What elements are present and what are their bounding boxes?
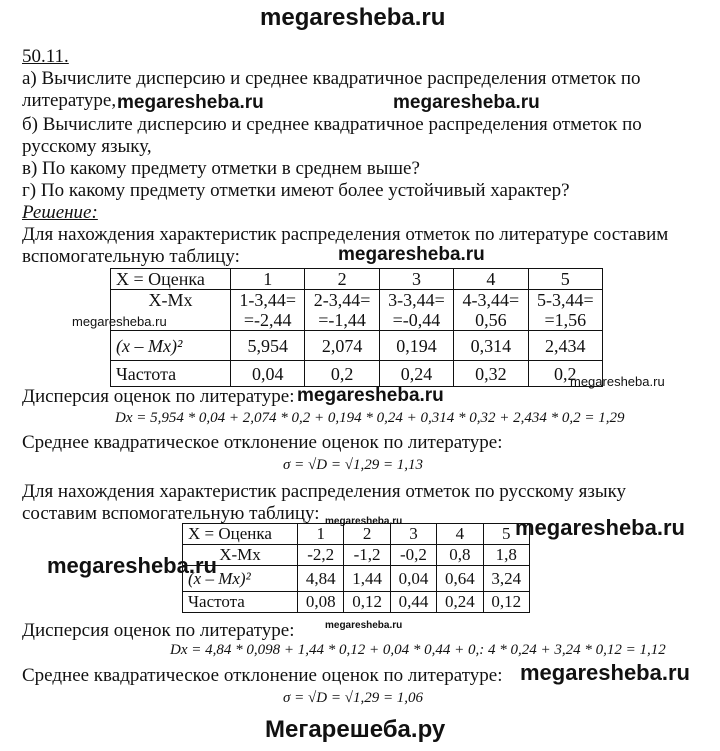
table-cell: Частота [183,592,298,613]
table-cell: 2,074 [305,331,379,361]
site-watermark-bottom: Мегарешеба.ру [265,716,446,743]
table-header-cell: 4 [454,269,528,290]
table-cell: 0,04 [390,566,436,592]
table-row [111,361,603,387]
table-row [111,269,603,290]
cell-line: 1-3,44= [239,290,297,310]
cell-line: 5-3,44= [536,290,594,310]
table-header-cell: 3 [379,269,453,290]
table-cell: 0,64 [437,566,483,592]
table-cell [305,290,379,331]
cell-line: 2-3,44= [313,290,371,310]
cell-line: 3-3,44= [388,290,445,310]
table-cell: 0,2 [305,361,379,387]
problem-d: г) По какому предмету отметки имеют более устойчивый характер? [22,180,570,201]
cell-line: =-2,44 [243,310,292,330]
table-cell: X-Mx [111,290,231,331]
problem-b-line2: русскому языку, [22,136,152,157]
table-cell: 2,434 [528,331,602,361]
table-cell: 0,194 [379,331,453,361]
table-cell: -0,2 [390,545,436,566]
table-cell: -1,2 [344,545,390,566]
dispersion-literature-formula: Dx = 5,954 * 0,04 + 2,074 * 0,2 + 0,194 * 0,24 + 0,314 * 0,32 + 2,434 * 0,2 = 1,29 [115,410,625,426]
table-row [183,592,530,613]
table-header-cell: 2 [344,524,390,545]
table-cell [454,290,528,331]
watermark: megaresheba.ru [47,553,217,578]
problem-number: 50.11. [22,46,69,67]
watermark: megaresheba.ru [570,374,665,389]
watermark: megaresheba.ru [325,620,403,631]
site-watermark-top: megaresheba.ru [260,4,446,31]
table-cell: 0,314 [454,331,528,361]
table-cell: 5,954 [231,331,305,361]
watermark: megaresheba.ru [520,660,690,685]
solution-intro2-line2: составим вспомогательную таблицу: [22,503,320,524]
table-header-cell: 4 [437,524,483,545]
table-cell: 0,32 [454,361,528,387]
table-cell: 1,8 [483,545,529,566]
problem-a-line1: а) Вычислите дисперсию и среднее квадратичное распределения отметок по [22,68,641,89]
table-header-cell: 1 [298,524,344,545]
table-cell: -2,2 [298,545,344,566]
problem-a-line2: литературе, [22,90,117,111]
table-header-cell: 3 [390,524,436,545]
table-cell: (x – Mx)² [183,566,298,592]
table-cell: (x – Mx)² [111,331,231,361]
table-header-cell: 5 [528,269,602,290]
dispersion-literature-label: Дисперсия оценок по литературе: [22,386,295,407]
solution-intro2-line1: Для нахождения характеристик распределения отметок по русскому языку [22,481,627,502]
solution-intro1-line1: Для нахождения характеристик распределения отметок по литературе составим [22,224,669,245]
watermark: megaresheba.ru [297,385,444,406]
watermark: megaresheba.ru [72,314,167,329]
table-russian [182,523,530,613]
table-header-cell: 1 [231,269,305,290]
table-cell: Частота [111,361,231,387]
table-row [183,524,530,545]
table-header-cell: 2 [305,269,379,290]
table-cell [379,290,453,331]
table-header-cell: X = Оценка [183,524,298,545]
table-cell: 0,8 [437,545,483,566]
table-header-cell: 5 [483,524,529,545]
dispersion-russian-formula: Dx = 4,84 * 0,098 + 1,44 * 0,12 + 0,04 * 0,44 + 0,: 4 * 0,24 + 3,24 * 0,12 = 1,12 [170,642,666,658]
problem-c: в) По какому предмету отметки в среднем выше? [22,158,420,179]
table-header-cell: X = Оценка [111,269,231,290]
solution-intro1-line2: вспомогательную таблицу: [22,246,240,267]
watermark: megaresheba.ru [515,515,685,540]
watermark: megaresheba.ru [393,92,540,113]
watermark: megaresheba.ru [325,516,403,527]
std-literature-formula: σ = √D = √1,29 = 1,13 [283,457,424,473]
table-literature [110,268,603,387]
cell-line: 4-3,44= [462,290,520,310]
table-cell: 0,24 [379,361,453,387]
std-russian-label: Среднее квадратическое отклонение оценок по литературе: [22,665,503,686]
dispersion-russian-label: Дисперсия оценок по литературе: [22,620,295,641]
watermark: megaresheba.ru [117,92,264,113]
table-cell: 0,04 [231,361,305,387]
watermark: megaresheba.ru [338,244,485,265]
problem-b-line1: б) Вычислите дисперсию и среднее квадратичное распределения отметок по [22,114,642,135]
table-row [183,566,530,592]
table-cell [528,290,602,331]
table-row [111,290,603,331]
table-cell: 4,84 [298,566,344,592]
table-cell: 1,44 [344,566,390,592]
table-cell: 0,24 [437,592,483,613]
table-row [111,331,603,361]
cell-line: =-0,44 [392,310,441,330]
table-cell: X-Mx [183,545,298,566]
table-cell: 0,44 [390,592,436,613]
std-russian-formula: σ = √D = √1,29 = 1,06 [283,690,424,706]
table-cell: 0,12 [483,592,529,613]
table-cell: 0,2 [528,361,602,387]
std-literature-label: Среднее квадратическое отклонение оценок по литературе: [22,432,503,453]
cell-line: =1,56 [544,310,587,330]
table-row [183,545,530,566]
table-cell: 0,08 [298,592,344,613]
table-cell [231,290,305,331]
table-cell: 0,12 [344,592,390,613]
cell-line: =-1,44 [318,310,366,330]
solution-heading: Решение: [22,202,98,223]
cell-line: 0,56 [475,310,507,330]
table-cell: 3,24 [483,566,529,592]
